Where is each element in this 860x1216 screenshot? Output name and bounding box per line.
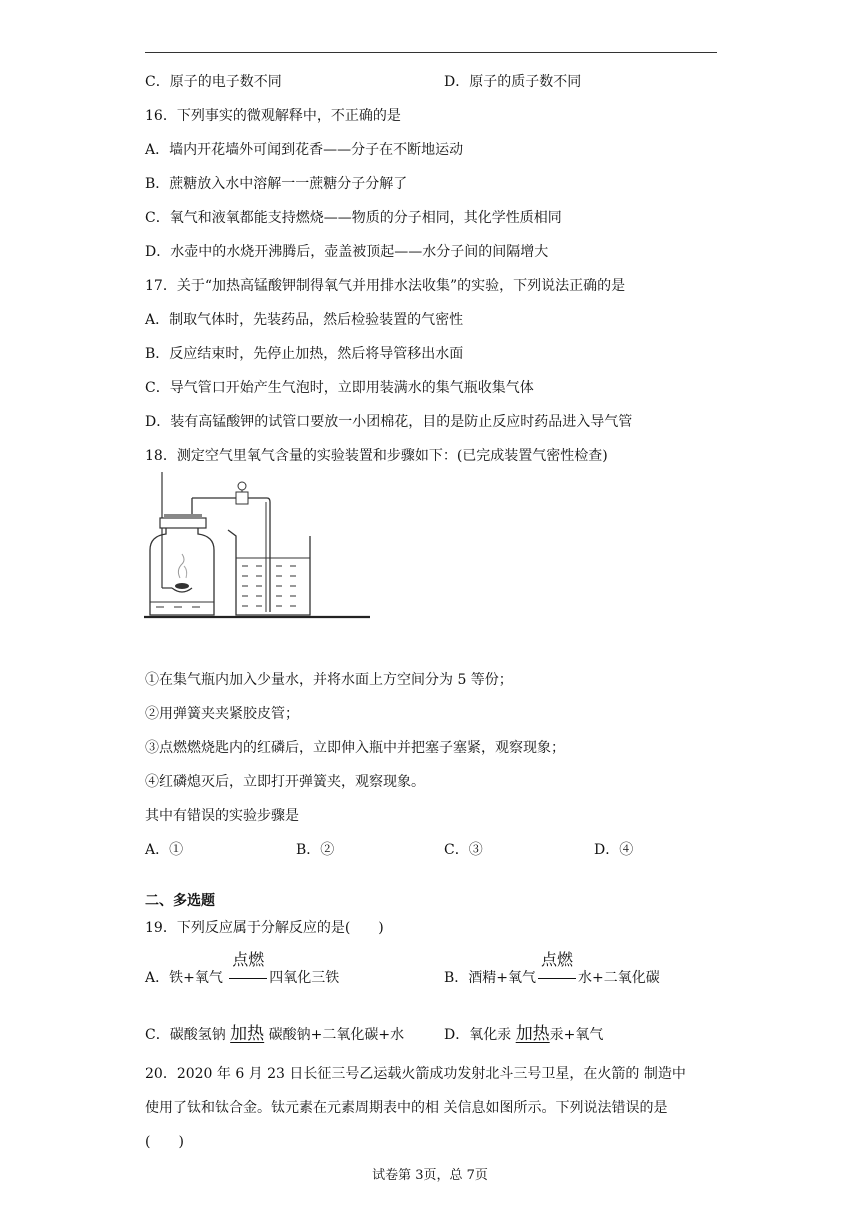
q18-step-4: ④红磷熄灭后，立即打开弹簧夹，观察现象。 — [145, 774, 425, 790]
q17-option-d[interactable]: D．装有高锰酸钾的试管口要放一小团棉花，目的是防止反应时药品进入导气管 — [145, 414, 633, 430]
q19-b-condition — [536, 950, 578, 988]
q19-option-c[interactable] — [145, 1024, 404, 1045]
q19-b-reactants: B．酒精+氧气 — [444, 970, 537, 986]
q19-option-d[interactable] — [444, 1024, 603, 1045]
q19-stem: 19．下列反应属于分解反应的是( ) — [145, 920, 384, 936]
q19-option-a[interactable] — [145, 950, 340, 988]
q17-stem: 17．关于“加热高锰酸钾制得氧气并用排水法收集”的实验，下列说法正确的是 — [145, 278, 626, 294]
reaction-arrow-line — [229, 978, 267, 979]
q19-c-products: 碳酸钠+二氧化碳+水 — [268, 1027, 405, 1043]
q18-stem: 18．测定空气里氧气含量的实验装置和步骤如下：(已完成装置气密性检查) — [145, 448, 608, 464]
q20-stem-line-1: 20．2020 年 6 月 23 日长征三号乙运载火箭成功发射北斗三号卫星，在火箭的 制造中 — [145, 1066, 686, 1082]
q18-step-3: ③点燃燃烧匙内的红磷后，立即伸入瓶中并把塞子塞紧，观察现象； — [145, 740, 565, 756]
reaction-arrow-line — [538, 978, 576, 979]
q17-option-a[interactable]: A．制取气体时，先装药品，然后检验装置的气密性 — [145, 312, 464, 328]
q20-stem-line-2: 使用了钛和钛合金。钛元素在元素周期表中的相 关信息如图所示。下列说法错误的是 — [145, 1100, 668, 1116]
q16-option-d[interactable]: D．水壶中的水烧开沸腾后，壶盖被顶起——水分子间的间隔增大 — [145, 244, 549, 260]
section-heading-multiple-choice: 二、多选题 — [145, 893, 215, 909]
q18-option-c[interactable]: C．③ — [444, 842, 483, 858]
oxygen-measurement-apparatus-figure — [140, 470, 380, 620]
q19-a-condition-label: 点燃 — [232, 950, 265, 969]
q19-option-b[interactable] — [444, 950, 660, 988]
q18-option-d[interactable]: D．④ — [594, 842, 634, 858]
q19-c-reactants: C．碳酸氢钠 — [145, 1027, 226, 1043]
q16-option-c[interactable]: C．氧气和液氧都能支持燃烧——物质的分子相同，其化学性质相同 — [145, 210, 562, 226]
q17-option-b[interactable]: B．反应结束时，先停止加热，然后将导管移出水面 — [145, 346, 464, 362]
q19-a-reactants: A．铁+氧气 — [145, 970, 223, 986]
q19-a-condition — [227, 950, 269, 988]
q19-d-reactants: D．氧化汞 — [444, 1027, 512, 1043]
q16-option-b[interactable]: B．蔗糖放入水中溶解一一蔗糖分子分解了 — [145, 176, 408, 192]
q16-stem: 16．下列事实的微观解释中，不正确的是 — [145, 108, 401, 124]
q18-ask: 其中有错误的实验步骤是 — [145, 808, 299, 824]
q19-b-condition-label: 点燃 — [541, 950, 574, 969]
q18-step-1: ①在集气瓶内加入少量水，并将水面上方空间分为 5 等份； — [145, 672, 513, 688]
q17-option-c[interactable]: C．导气管口开始产生气泡时，立即用装满水的集气瓶收集气体 — [145, 380, 534, 396]
q15-option-d[interactable]: D．原子的质子数不同 — [444, 74, 582, 90]
q19-c-condition: 加热 — [230, 1024, 265, 1044]
q16-option-a[interactable]: A．墙内开花墙外可闻到花香——分子在不断地运动 — [145, 142, 464, 158]
q15-option-c[interactable]: C．原子的电子数不同 — [145, 74, 282, 90]
page-footer: 试卷第 3页，总 7页 — [372, 1168, 488, 1183]
q19-d-condition: 加热 — [515, 1024, 550, 1044]
q18-option-a[interactable]: A．① — [145, 842, 184, 858]
q19-a-products: 四氧化三铁 — [269, 970, 340, 986]
header-rule — [145, 52, 717, 53]
q18-option-b[interactable]: B．② — [296, 842, 335, 858]
q19-d-products: 汞+氧气 — [549, 1027, 604, 1043]
q20-stem-line-3: ( ) — [145, 1134, 184, 1150]
q19-b-products: 水+二氧化碳 — [578, 970, 660, 986]
q18-step-2: ②用弹簧夹夹紧胶皮管； — [145, 706, 299, 722]
